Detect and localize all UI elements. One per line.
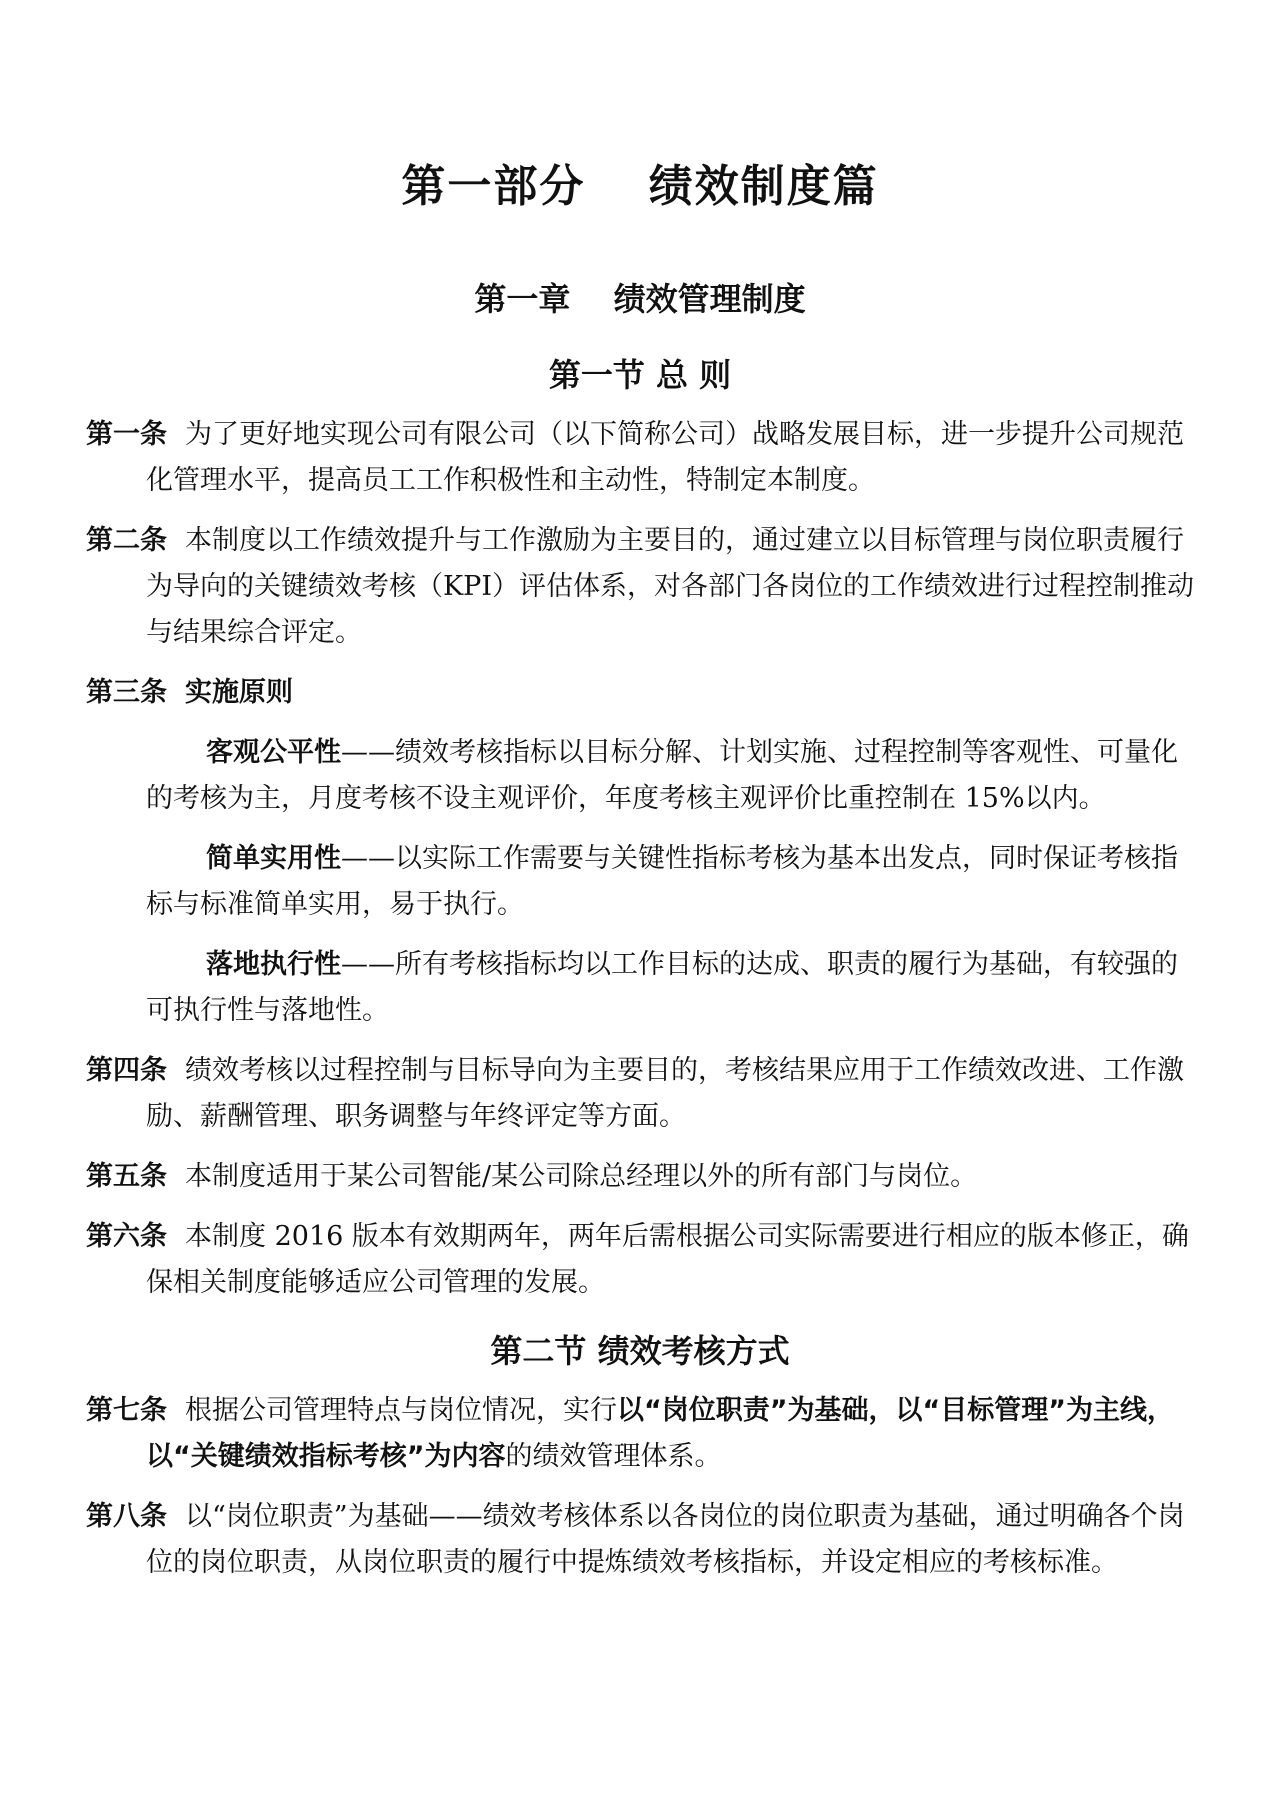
principle-objective-fairness — [86, 730, 1194, 822]
principle-executable — [86, 942, 1194, 1034]
article-number: 第三条 — [86, 677, 167, 708]
article-text-pre: 根据公司管理特点与岗位情况，实行 — [185, 1395, 617, 1426]
article-number: 第一条 — [86, 419, 167, 450]
article-6 — [86, 1214, 1194, 1306]
article-1 — [86, 412, 1194, 504]
article-7 — [86, 1388, 1194, 1480]
principle-text: ——以实际工作需要与关键性指标考核为基本出发点，同时保证考核指标与标准简单实用，易于执行。 — [146, 843, 1178, 920]
article-text: 实施原则 — [185, 677, 293, 708]
chapter-title: 第一章 绩效管理制度 — [474, 280, 806, 318]
section-title-general: 第一节 总 则 — [548, 356, 732, 394]
article-number: 第八条 — [86, 1501, 167, 1532]
article-5 — [86, 1154, 1194, 1200]
principle-name: 落地执行性 — [206, 949, 341, 980]
article-number: 第七条 — [86, 1395, 167, 1426]
article-text: 本制度 2016 版本有效期两年，两年后需根据公司实际需要进行相应的版本修正，确保相关制度能够适应公司管理的发展。 — [146, 1221, 1189, 1298]
part-title: 第一部分 绩效制度篇 — [401, 161, 879, 212]
principle-text: ——所有考核指标均以工作目标的达成、职责的履行为基础，有较强的可执行性与落地性。 — [146, 949, 1178, 1026]
principle-name: 客观公平性 — [206, 737, 341, 768]
article-number: 第二条 — [86, 525, 167, 556]
article-text-post: 的绩效管理体系。 — [505, 1441, 722, 1472]
article-4 — [86, 1048, 1194, 1140]
principle-name: 简单实用性 — [206, 843, 341, 874]
article-number: 第五条 — [86, 1161, 167, 1192]
article-3 — [86, 670, 1194, 716]
article-number: 第六条 — [86, 1221, 167, 1252]
article-text-bold: 以“岗位职责”为基础，以“目标管理”为主线，以“关键绩效指标考核”为内容 — [146, 1395, 1174, 1472]
article-text: 为了更好地实现公司有限公司（以下简称公司）战略发展目标，进一步提升公司规范化管理水平，提高员工工作积极性和主动性，特制定本制度。 — [146, 419, 1184, 496]
principle-text: ——绩效考核指标以目标分解、计划实施、过程控制等客观性、可量化的考核为主，月度考核不设主观评价，年度考核主观评价比重控制在 15%以内。 — [146, 737, 1178, 814]
article-text: 以“岗位职责”为基础——绩效考核体系以各岗位的岗位职责为基础，通过明确各个岗位的岗位职责，从岗位职责的履行中提炼绩效考核指标，并设定相应的考核标准。 — [146, 1501, 1185, 1578]
principle-simple-practical — [86, 836, 1194, 928]
article-number: 第四条 — [86, 1055, 167, 1086]
article-text: 绩效考核以过程控制与目标导向为主要目的，考核结果应用于工作绩效改进、工作激励、薪酬管理、职务调整与年终评定等方面。 — [146, 1055, 1184, 1132]
article-text: 本制度适用于某公司智能/某公司除总经理以外的所有部门与岗位。 — [185, 1161, 978, 1192]
article-2 — [86, 518, 1194, 656]
article-text: 本制度以工作绩效提升与工作激励为主要目的，通过建立以目标管理与岗位职责履行为导向的关键绩效考核（KPI）评估体系，对各部门各岗位的工作绩效进行过程控制推动与结果综合评定。 — [146, 525, 1195, 648]
section-title-assessment-method: 第二节 绩效考核方式 — [490, 1332, 790, 1370]
article-8 — [86, 1494, 1194, 1586]
